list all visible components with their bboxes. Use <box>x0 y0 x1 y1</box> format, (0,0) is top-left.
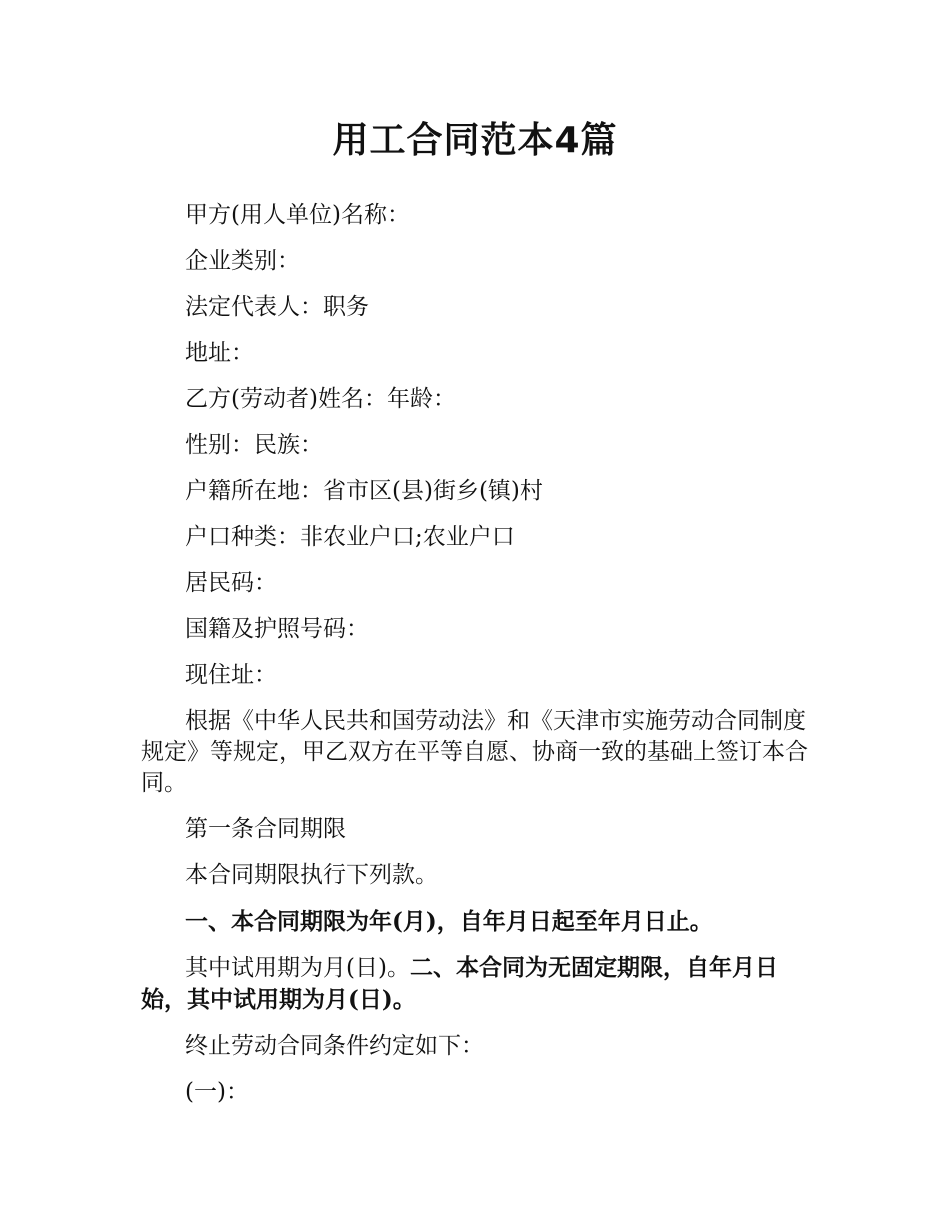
article-one-heading: 第一条合同期限 <box>185 816 346 842</box>
clause-probation-open-term <box>141 952 813 1016</box>
open-term-clause: 二、本合同为无固定期限，自年月日始，其中试用期为月(日)。 <box>141 954 778 1013</box>
paragraph-legal-basis: 根据《中华人民共和国劳动法》和《天津市实施劳动合同制度规定》等规定，甲乙双方在平等自愿、协商一致的基础上签订本合同。 <box>141 708 808 796</box>
clause-fixed-term: 一、本合同期限为年(月)，自年月日起至年月日止。 <box>185 908 713 935</box>
field-gender-ethnicity: 性别：民族： <box>185 432 323 458</box>
field-household-registration: 户籍所在地：省市区(县)街乡(镇)村 <box>185 478 543 504</box>
field-current-address: 现住址： <box>185 662 277 688</box>
field-nationality-passport: 国籍及护照号码： <box>185 616 369 642</box>
list-item-one: (一)： <box>185 1079 249 1105</box>
field-resident-code: 居民码： <box>185 570 277 596</box>
field-employee-name-age: 乙方(劳动者)姓名：年龄： <box>185 386 456 412</box>
probation-text: 其中试用期为月(日)。 <box>185 955 410 981</box>
field-enterprise-type: 企业类别： <box>185 248 300 274</box>
document-title: 用工合同范本4篇 <box>332 120 618 161</box>
paragraph-term-intro: 本合同期限执行下列款。 <box>185 862 438 888</box>
field-employer-name: 甲方(用人单位)名称： <box>185 202 410 228</box>
field-household-type: 户口种类：非农业户口;农业户口 <box>185 524 515 550</box>
field-address: 地址： <box>185 340 254 366</box>
field-legal-representative: 法定代表人：职务 <box>185 294 369 320</box>
paragraph-termination-conditions: 终止劳动合同条件约定如下： <box>185 1033 484 1059</box>
document-body <box>141 200 813 1123</box>
